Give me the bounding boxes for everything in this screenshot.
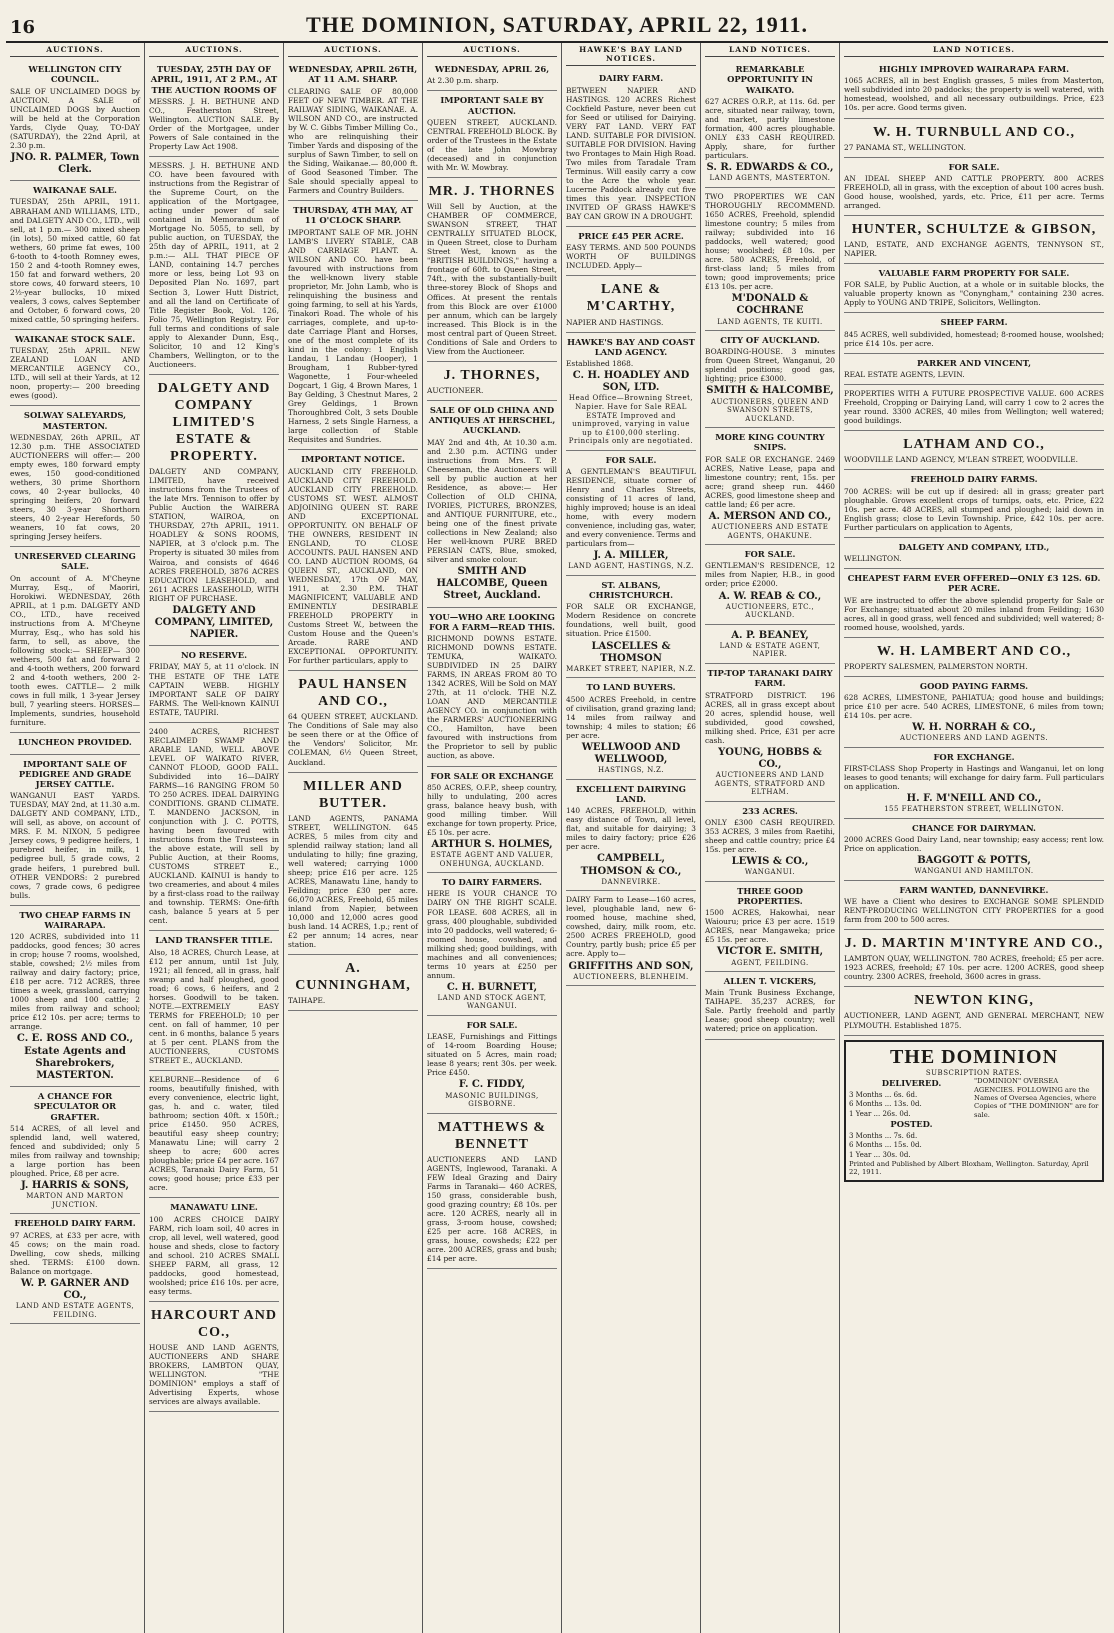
ad-block [427, 873, 557, 1016]
column-heading: AUCTIONS. [288, 43, 418, 57]
ad-body-text: MESSRS. J. H. BETHUNE AND CO., Featherston Street, Wellington. AUCTION SALE. By Order of the Mortgagee, under Powers of Sale contained in the Property Law Act 1908. [149, 96, 279, 152]
ad-block [705, 664, 835, 802]
ad-body-text: 2000 ACRES Good Dairy Land, near township; easy access; rent low. Price on application. [844, 835, 1104, 854]
ad-advertiser-address: ESTATE AGENT AND VALUER, ONEHUNGA, AUCKLAND. [430, 851, 554, 868]
ad-body-text: HOUSE AND LAND AGENTS, AUCTIONEERS AND SHARE BROKERS, LAMBTON QUAY, WELLINGTON. "THE DOMINION" employs a staff of Advertising Experts, whose services are always available. [149, 1343, 279, 1407]
ad-block [705, 428, 835, 545]
ad-body-text: WOODVILLE LAND AGENCY, M'LEAN STREET, WOODVILLE. [844, 455, 1078, 465]
ad-body-text: 700 ACRES: will be cut up if desired: all in grass; greater part ploughable. Grows excellent crops of turnips, oats, etc. Price, £22 10s. per acre. 48 ACRES, all stumped and ploughed; laid down in English grass; close to Levin Township. Price, £42 10s. per acre. Further particulars on application to Agents, [844, 486, 1104, 532]
ad-body-text: 97 ACRES, at £33 per acre, with 45 cows; on the main road. Dwelling, cow sheds, milking shed. TERMS: £100 down. Balance on mortgage. [10, 1230, 140, 1276]
ad-body-text: SALE OF UNCLAIMED DOGS by AUCTION. A SALE of UNCLAIMED DOGS by Auction will be held at the Corporation Yards, Clyde Quay, TO-DAY (SATURDAY), the 22nd April, at 2.30 p.m. [10, 86, 140, 150]
ad-advertiser-address: LAND & ESTATE AGENT, NAPIER. [719, 641, 821, 659]
ad-block [149, 1302, 279, 1412]
ad-body-text: AN IDEAL SHEEP AND CATTLE PROPERTY. 800 ACRES FREEHOLD, all in grass, with the exception of about 100 acres bush. Good house, woolshed, yards, etc. Price, £11 per acre. Terms arranged. [844, 173, 1104, 210]
ad-heading: A CHANCE FOR SPECULATOR OR GRAFTER. [33, 1091, 117, 1122]
ad-body-text: LAND AGENTS, PANAMA STREET, WELLINGTON. 645 ACRES, 5 miles from city and splendid railway station; land all undulating to hilly; fine grazing, well watered; carrying 1000 sheep; price £16 per acre. 125 ACRES, Manawatu Line, handy to Feilding; price £30 per acre. 66,070 ACRES, Freehold, 65 miles inland from Napier, between 10,000 and 12,000 acres good bush land. 14 ACRES, 1.p.; rent of £2 per annum; 14 acres, near station. [288, 813, 418, 950]
ad-heading: TO DAIRY FARMERS. [442, 877, 542, 888]
ad-advertiser-address: DANNEVIRKE. [601, 877, 661, 886]
ad-body-text: STRATFORD DISTRICT. 196 ACRES, all in grass except about 20 acres, splendid house, well subdivided, good cowshed, milking shed. Price, £31 per acre cash. [705, 690, 835, 745]
delivered-label: DELIVERED. [881, 1078, 942, 1089]
ad-advertiser-name: LASCELLES & THOMSON [591, 640, 671, 664]
ad-heading: ST. ALBANS, CHRISTCHURCH. [588, 579, 674, 601]
ad-block [566, 678, 696, 779]
ad-heading: MR. J. THORNES [428, 184, 556, 200]
ad-block [288, 955, 418, 1011]
ad-advertiser-name: W. H. NORRAH & CO., [912, 722, 1036, 734]
ad-advertiser-name: SMITH & HALCOMBE, [706, 385, 834, 397]
ad-block [844, 385, 1104, 431]
ad-body-text: 64 QUEEN STREET, AUCKLAND. The Conditions of Sale may also be seen there or at the Office of the Vendors' Solicitor, Mr. COLEMAN, 6½ Queen Street, Auckland. [288, 712, 418, 767]
ad-body-text: A GENTLEMAN'S BEAUTIFUL RESIDENCE, situate corner of Henry and Charles Streets, consisting of 11 acres of land, highly improved; house is an ideal home, with every modern convenience, including gas, water, and every convenience. Terms and particulars from— [566, 466, 696, 549]
ad-heading: A. CUNNINGHAM, [295, 961, 411, 994]
ad-heading: EXCELLENT DAIRYING LAND. [576, 783, 686, 804]
ad-heading: CITY OF AUCKLAND. [720, 335, 820, 346]
ad-body-text: 27 PANAMA ST., WELLINGTON. [844, 142, 966, 152]
ad-body-text: PROPERTIES WITH A FUTURE PROSPECTIVE VALUE. 600 ACRES Freehold, Cropping or Dairying Land, will carry 1 cow to 2 acres the year round. 3300 ACRES, 40 miles from Wellington; well watered; good buildings. [844, 389, 1104, 426]
oversea-agencies: "DOMINION" OVERSEA AGENCIES. FOLLOWING are the Names of Oversea Agencies, where Copies of "THE DOMINION" are for sale. [974, 1077, 1099, 1119]
ad-heading: CHANCE FOR DAIRYMAN. [912, 822, 1036, 833]
ad-block [10, 547, 140, 733]
ad-block [149, 723, 279, 932]
ad-block [705, 60, 835, 188]
ad-heading: HAWKE'S BAY AND COAST LAND AGENCY. [567, 336, 695, 357]
ad-body-text: PROPERTY SALESMEN, PALMERSTON NORTH. [844, 661, 1028, 671]
ad-advertiser-name: C. H. BURNETT, [446, 981, 538, 993]
ad-advertiser-address: 155 FEATHERSTON STREET, WELLINGTON. [884, 805, 1064, 814]
ad-heading: SOLWAY SALEYARDS, MASTERTON. [23, 410, 127, 431]
ad-advertiser-address: MARTON AND MARTON JUNCTION. [26, 1192, 124, 1209]
ad-body-text: 100 ACRES CHOICE DAIRY FARM, rich loam soil, 40 acres in crop, all level, well watered, good house and sheds, close to factory and school. 210 ACRES SMALL SHEEP FARM, all grass, 12 paddocks, good homestead, woolshed; price £16 10s. per acre, easy terms. [149, 1214, 279, 1296]
ad-heading: YOU—WHO ARE LOOKING FOR A FARM—READ THIS. [429, 611, 555, 632]
ad-body-text: WE have a Client who desires to EXCHANGE SOME SPLENDID RENT-PRODUCING WELLINGTON CITY PROPERTIES for a good farm from 200 to 500 acres. [844, 897, 1104, 925]
rate-line: 3 Months ... 7s. 6d. [849, 1131, 918, 1140]
ad-heading: PAUL HANSEN AND CO., [298, 677, 408, 710]
ad-heading: MILLER AND BUTTER. [303, 778, 403, 811]
ad-advertiser-address: LAND AGENT, HASTINGS, N.Z. [568, 562, 694, 571]
ad-heading: WEDNESDAY, APRIL 26, [434, 64, 550, 75]
ad-body-text: WELLINGTON. [844, 553, 902, 563]
ad-block [566, 276, 696, 332]
ad-heading: LUNCHEON PROVIDED. [18, 737, 132, 748]
ad-block [705, 802, 835, 882]
ad-block [427, 608, 557, 767]
ad-advertiser-name: C. E. ROSS AND CO., Estate Agents and Sharebrokers, MASTERTON. [16, 1033, 134, 1082]
ad-block [844, 569, 1104, 638]
newspaper-title: THE DOMINION, SATURDAY, APRIL 22, 1911. [305, 12, 809, 37]
ad-advertiser-name: C. H. HOADLEY AND SON, LTD. [572, 370, 690, 394]
column-heading: AUCTIONS. [10, 43, 140, 57]
ad-body-text: 1065 ACRES, all in best English grasses, 5 miles from Masterton, well subdivided into 20 paddocks; the property is well watered, with homestead, woolshed, and all necessary outbuildings. Price, £23 10s. per acre. Good terms given. [844, 76, 1104, 113]
ad-body-text: Main Trunk Business Exchange, TAIHAPE. 35,237 ACRES, for Sale. Partly freehold and partly Lease; good sheep country; well watered; price on application. [705, 988, 835, 1034]
ad-advertiser-name: SMITH AND HALCOMBE, Queen Street, Auckland. [436, 566, 548, 602]
ad-block [149, 931, 279, 1071]
ad-heading: TO LAND BUYERS. [586, 682, 676, 693]
column-c2 [145, 43, 284, 1633]
ad-body-text: AUCTIONEER. [427, 385, 484, 395]
ad-advertiser-address: AUCTIONEERS AND LAND AGENTS, STRATFORD AND ELTHAM. [714, 771, 826, 797]
rates-delivered [849, 1077, 974, 1160]
column-c7 [840, 43, 1108, 1633]
ad-block [705, 331, 835, 428]
ad-block [427, 767, 557, 874]
ad-block [705, 882, 835, 972]
posted-label: POSTED. [890, 1119, 933, 1130]
rate-line: 6 Months ... 13s. 0d. [849, 1100, 922, 1109]
ad-block [566, 451, 696, 576]
ad-heading: DALGETY AND COMPANY LIMITED'S ESTATE & PROPERTY. [157, 380, 271, 465]
ad-block [566, 227, 696, 276]
ad-block [10, 406, 140, 547]
ad-block [149, 375, 279, 646]
ad-advertiser-address: WANGANUI AND HAMILTON. [914, 867, 1034, 876]
ad-heading: REMARKABLE OPPORTUNITY IN WAIKATO. [727, 64, 813, 95]
ad-block [10, 1214, 140, 1324]
ad-advertiser-name: ARTHUR S. HOLMES, [431, 838, 553, 850]
column-c4 [423, 43, 562, 1633]
ad-heading: J. THORNES, [443, 367, 541, 383]
ad-heading: NO RESERVE. [180, 650, 248, 661]
ad-body-text: ONLY £300 CASH REQUIRED. 353 ACRES, 3 miles from Raetihi, sheep and cattle country; price £4 15s. per acre. [705, 817, 835, 855]
ad-body-text: FIRST-CLASS Shop Property in Hastings and Wanganui, let on long leases to good tenants; will exchange for dairy farm. Full particulars on application. [844, 764, 1104, 792]
ad-body-text: Also, 18 ACRES, Church Lease, at £12 per annum, until 1st July, 1921; all fenced, all in grass, half swamp and half ploughed, good road; 6 cows, 6 heifers, and 2 horses. Goodwill to be taken. NOTE.—EXTREMELY EASY TERMS for FREEHOLD; 10 per cent. on fall of hammer, 10 per cent. in 6 months, balance 5 years at 5 per cent. PLANS from the AUCTIONEERS, CUSTOMS STREET E., AUCKLAND. [149, 947, 279, 1065]
ad-body-text: FRIDAY, MAY 5, at 11 o'clock. IN THE ESTATE OF THE LATE CAPTAIN WEBB. HIGHLY IMPORTANT SALE OF DAIRY FARMS. The Well-known KAINUI ESTATE, TAUPIRI. [149, 662, 279, 717]
ad-heading: FOR EXCHANGE. [933, 751, 1015, 762]
ad-body-text: FOR SALE OR EXCHANGE. 2469 ACRES, Native Lease, papa and limestone country; rent, 15s. per acre; grand sheep run. 4460 ACRES, good limestone sheep and cattle land; £6 per acre. [705, 454, 835, 509]
ad-body-text: KELBURNE—Residence of 6 rooms, beautifully finished, with every convenience, electric light, gas, h. and c. water, tiled bathroom; section 40ft. x 150ft.; price £1450. 950 ACRES, beautiful easy sheep country; Manawatu Line; will carry 2 sheep to acre; 600 acres ploughable; price £4 per acre. 167 ACRES, Taranaki Dairy Farm, 51 cows; good house; price £33 per acre. [149, 1075, 279, 1193]
ad-block [705, 972, 835, 1039]
ad-advertiser-address: HASTINGS, N.Z. [598, 766, 664, 775]
ad-block [566, 780, 696, 892]
column-c3 [284, 43, 423, 1633]
ad-heading: ALLEN T. VICKERS, [723, 976, 817, 987]
ad-heading: MATTHEWS & BENNETT [437, 1119, 547, 1152]
ad-body-text: 120 ACRES, subdivided into 11 paddocks, good fences; 30 acres in crop; house 7 rooms, woolshed, stable, cowshed; 2½ miles from railway and dairy factory; price, £18 per acre. 712 ACRES, three times a week, grassland, carrying 1000 sheep and 100 cattle; 2 miles from railway and school; price £12 10s. per acre; terms to arrange. [10, 932, 140, 1032]
rates-grid [849, 1077, 1099, 1160]
ad-body-text: BETWEEN NAPIER AND HASTINGS. 120 ACRES Richest Cockfield Pasture, never been cut for Seed or utilised for Dairying. VERY FAT LAND. VERY FAT LAND. SUITABLE FOR DIVISION. SUITABLE FOR DIVISION. Having two Frontages to Main High Road. Two miles from Taradale Tram Terminus. Will easily carry a cow to the Acre the whole year. Lucerne Paddock already cut five times this year. INSPECTION INVITED OF GRASS HAWKE'S BAY CAN GROW IN A DROUGHT. [566, 85, 696, 221]
masthead [6, 8, 1108, 43]
ad-heading: THURSDAY, 4TH MAY, AT 11 O'CLOCK SHARP. [293, 205, 413, 226]
ad-heading: HIGHLY IMPROVED WAIRARAPA FARM. [878, 64, 1070, 75]
ad-block [288, 201, 418, 450]
ad-block [844, 748, 1104, 819]
ad-block [566, 333, 696, 451]
ad-heading: PARKER AND VINCENT, [916, 357, 1032, 368]
ad-body-text: LEASE, Furnishings and Fittings of 14-room Boarding House; situated on 5 Acres, main road; lease 8 years; rent 30s. per week. Price £450. [427, 1032, 557, 1078]
ad-body-text: HERE IS YOUR CHANCE TO DAIRY ON THE RIGHT SCALE. FOR LEASE. 608 ACRES, all in grass, 400 ploughable, subdivided into 20 paddocks, well watered; 6-roomed house, cowshed, and milking shed; good buildings, with machines and all conveniences; terms 10 years at £250 per annum. [427, 889, 557, 980]
ad-heading: FOR SALE OR EXCHANGE [430, 770, 554, 781]
ad-heading: FREEHOLD DAIRY FARMS. [910, 474, 1038, 485]
ad-advertiser-address: AUCTIONEERS, ETC., AUCKLAND. [725, 602, 815, 620]
ad-block [10, 60, 140, 181]
ad-block [427, 362, 557, 401]
ad-body-text: MAY 2nd and 4th, At 10.30 a.m. and 2.30 p.m. ACTING under instructions from Mrs. T. P. Cheeseman, the Auctioneers will sell by public auction at her Residence, as above:— Her Collection of OLD CHINA, IVORIES, PICTURES, BRONZES, and ANTIQUE FURNITURE, etc., being one of the finest private collections in New Zealand; also Her well-known PURE BRED PERSIAN CATS, Blue, smoked, silver and smoke colour. [427, 437, 557, 564]
rate-line: 3 Months ... 6s. 6d. [849, 1090, 918, 1099]
ad-body-text: WE are instructed to offer the above splendid property for Sale or For Exchange; situated about 20 miles inland from Feilding; 1630 acres, all in good grass, well fenced and subdivided; well watered; 8-roomed house, woolshed, yards. [844, 595, 1104, 632]
ad-block [10, 733, 140, 754]
page-number: 16 [10, 17, 36, 38]
ad-block [288, 773, 418, 956]
ad-heading: IMPORTANT SALE BY AUCTION. [440, 95, 544, 116]
ad-advertiser-address: AGENT, FEILDING. [731, 958, 809, 967]
ad-heading: LANE & M'CARTHY, [586, 282, 676, 315]
ad-heading: TUESDAY, 25TH DAY OF APRIL, 1911, AT 2 P.M., AT THE AUCTION ROOMS OF [150, 64, 278, 95]
ad-advertiser-name: S. R. EDWARDS & CO., [706, 162, 834, 174]
column-heading: AUCTIONS. [149, 43, 279, 57]
ad-block [10, 1087, 140, 1214]
ad-body-text: TWO PROPERTIES WE CAN THOROUGHLY RECOMMEND. 1650 ACRES, Freehold, splendid limestone country; 5 miles from railway; subdivided into 16 paddocks, well watered; good house; woolshed; £8 10s. per acre. 580 ACRES, Freehold, of first-class land; 5 miles from town; good improvements; price £13 10s. per acre. [705, 191, 835, 292]
ad-advertiser-name: W. P. GARNER AND CO., [20, 1277, 130, 1302]
ad-body-text: DALGETY AND COMPANY, LIMITED, have received instructions from the Trustees of the late Mrs. Tennison to offer by Public Auction the WAIRERA STATION, WAIROA, on THURSDAY, 27th APRIL, 1911. HOADLEY & SONS ROOMS, NAPIER, at 3 o'clock p.m. The Property is situated 30 miles from Wairoa, and consists of 4646 ACRES FREEHOLD, 3876 ACRES EDUCATION LEASEHOLD, and 2611 ACRES LEASEHOLD, WITH RIGHT OF PURCHASE. [149, 467, 279, 603]
ad-block [844, 60, 1104, 118]
ad-heading: SHEEP FARM. [940, 317, 1008, 328]
ad-heading: 233 ACRES. [742, 805, 798, 816]
ad-heading: FARM WANTED, DANNEVIRKE. [899, 884, 1049, 895]
ad-body-text: 845 ACRES, well subdivided, homestead; 8-roomed house, woolshed; price £14 10s. per acre. [844, 329, 1104, 348]
ad-heading: FOR SALE. [605, 454, 657, 465]
ad-body-text: On account of A. M'Cheyne Murray, Esq., of Maoriri, Horokiwi. WEDNESDAY, 26th APRIL, at 1 p.m. DALGETY AND CO., LTD., have received instructions from A. M'Cheyne Murray, Esq., who has sold his farm, to sell, as above, the following stock:— SHEEP— 300 wethers, 500 fat and forward 2 and 4-tooth wethers, 200 forward 2 and 4-tooth wethers, 200 2-tooth ewes. CATTLE— 2 milk cows in full milk, 1 3-year Jersey bull, 7 yearling steers. HORSES— Implements, sundries, household furniture. [10, 573, 140, 728]
ad-block [844, 264, 1104, 313]
ad-body-text: MESSRS. J. H. BETHUNE AND CO. have been favoured with instructions from the Registrar of the Supreme Court, on the application of the Mortgagee, acting under power of sale contained in Memorandum of Mortgage No. 5055, to sell, by public auction, on TUESDAY, the 25th day of APRIL, 1911, at 2 p.m.:— ALL THAT PIECE OF LAND, containing 14.7 perches more or less, being Lot 93 on Deposited Plan No. 1697, part Section 3, Lower Hutt District, and all the land on Certificate of Title Register Book, Vol. 126, Folio 75, Wellington Registry. For full terms and conditions of sale apply to Alexander Dunn, Esq., Solicitor, 10 and 12 King's Chambers, Wellington, or to the Auctioneers. [149, 161, 279, 369]
ad-block [427, 178, 557, 362]
ad-body-text: WANGANUI EAST YARDS. TUESDAY, MAY 2nd, at 11.30 a.m. DALGETY AND COMPANY, LTD., will sell, as above, on account of MRS. F. M. NIXON, 5 pedigree Jersey cows, 9 pedigree heifers, 1 purebred heifer, in milk, 1 pedigree bull, 5 grade cows, 2 grade heifers, 1 purebred bull. OTHER VENDORS: 2 purebred cows, 7 grade cows, 6 pedigree bulls. [10, 791, 140, 900]
ad-advertiser-name: A. MERSON AND CO., [708, 510, 832, 522]
ad-heading: HUNTER, SCHULTZE & GIBSON, [851, 222, 1097, 237]
ad-block [844, 216, 1104, 264]
ad-heading: LATHAM AND CO., [903, 437, 1045, 453]
ad-block [844, 677, 1104, 748]
ad-block [427, 401, 557, 608]
ad-advertiser-name: F. C. FIDDY, [458, 1079, 526, 1091]
ad-block [427, 60, 557, 91]
ad-body-text: 140 ACRES, FREEHOLD, within easy distance of Town, all level, flat, and suitable for dairying; 3 miles to dairy factory; price £26 per acre. [566, 806, 696, 852]
subscription-box [844, 1040, 1104, 1182]
ad-body-text: TUESDAY, 25th APRIL, 1911. ABRAHAM AND WILLIAMS, LTD., and DALGETY AND CO., LTD., will sell, at 1 p.m.— 300 mixed sheep (in lots), 50 mixed cattle, 60 fat wethers, 60 prime fat ewes, 100 6-tooth to 4-tooth Romney ewes, 150 2 and 4-tooth Romney ewes, 150 fat and forward wethers, 20 store cows, 40 forward steers, 10 2½-year bullocks, 10 mixed vealers, 3 cows, calves September and October, 6 forward cows, 20 mixed cattle, 50 springing heifers. [10, 197, 140, 324]
rate-line: 1 Year ... 26s. 0d. [849, 1109, 911, 1118]
ad-block [844, 470, 1104, 537]
ad-advertiser-address: LAND AND STOCK AGENT, WANGANUI. [437, 993, 547, 1011]
ad-heading: IMPORTANT SALE OF PEDIGREE AND GRADE JERSEY CATTLE. [18, 758, 132, 790]
ad-body-text: 628 ACRES, LIMESTONE, PAHIATUA; good house and buildings; price £10 per acre. 540 ACRES, LIMESTONE, 6 miles from town; £14 10s. per acre. [844, 692, 1104, 721]
ad-body-text: 1500 ACRES, Hakowhai, near Waiouru; price £3 per acre. 1519 ACRES, near Mangaweka; price £5 15s. per acre. [705, 908, 835, 945]
ad-advertiser-name: A. W. REAB & CO., [718, 590, 822, 602]
ad-body-text: RICHMOND DOWNS ESTATE. RICHMOND DOWNS ESTATE. TEMUKA, WAIKATO. SUBDIVIDED IN 25 DAIRY FARMS, IN AREAS FROM 80 TO 1342 ACRES, Will be Sold on MAY 27th, at 11 o'clock. THE N.Z. LOAN AND MERCANTILE AGENCY CO. in conjunction with the FARMERS' AUCTIONEERING CO., Hamilton, have been favoured with instructions from the Proprietor to sell by public auction, as above. [427, 634, 557, 761]
ad-heading: CHEAPEST FARM EVER OFFERED—ONLY £3 12S. 6D. PER ACRE. [847, 573, 1101, 594]
ad-block [844, 313, 1104, 353]
ad-advertiser-address: LAND AGENTS, TE KUITI. [717, 317, 823, 326]
ad-advertiser-name: YOUNG, HOBBS & CO., [718, 746, 822, 770]
ad-heading: THREE GOOD PROPERTIES. [737, 885, 803, 907]
imprint-note: Printed and Published by Albert Bloxham, Wellington. Saturday, April 22, 1911. [849, 1160, 1089, 1177]
ad-advertiser-address: MASONIC BUILDINGS, GISBORNE. [445, 1091, 539, 1109]
ad-heading: NEWTON KING, [914, 993, 1034, 1009]
ad-block [844, 158, 1104, 216]
ad-block [10, 330, 140, 406]
ad-heading: HARCOURT AND CO., [151, 1307, 277, 1341]
ad-advertiser-name: A. P. BEANEY, [731, 629, 809, 641]
ad-advertiser-name: M'DONALD & COCHRANE [731, 293, 809, 317]
ad-block [427, 91, 557, 178]
ad-body-text: EASY TERMS. AND 500 POUNDS WORTH OF BUILDINGS INCLUDED. Apply— [566, 243, 696, 271]
ad-block [705, 625, 835, 664]
ad-block [149, 646, 279, 722]
ad-advertiser-address: AUCTIONEERS, BLENHEIM. [573, 972, 689, 981]
ad-heading: VALUABLE FARM PROPERTY FOR SALE. [878, 268, 1070, 279]
ad-heading: DALGETY AND COMPANY, LTD., [898, 541, 1050, 552]
ad-block [10, 181, 140, 330]
ad-body-text: 627 ACRES O.R.P., at 11s. 6d. per acre, situated near railway, town, and market, partly limestone formation, 400 acres ploughable. ONLY £33 CASH REQUIRED. Apply, share, for further particulars. [705, 96, 835, 161]
ad-block [149, 1198, 279, 1302]
ad-body-text: 4500 ACRES Freehold, in centre of civilisation, grand grazing land; 14 miles from railway and township; 4 miles to station; £6 per acre. [566, 694, 696, 740]
ad-block [288, 450, 418, 671]
ad-heading: WAIKANAE STOCK SALE. [14, 333, 136, 344]
ad-block [566, 891, 696, 986]
ad-heading: MORE KING COUNTRY SNIPS. [715, 432, 825, 453]
rate-line: 6 Months ... 15s. 0d. [849, 1141, 922, 1150]
ad-heading: FREEHOLD DAIRY FARM. [14, 1218, 136, 1229]
column-c5 [562, 43, 701, 1633]
ad-block [427, 1114, 557, 1270]
ad-advertiser-name: J. A. MILLER, [593, 550, 669, 562]
ad-heading: TIP-TOP TARANAKI DAIRY FARM. [707, 668, 833, 689]
column-c1 [6, 43, 145, 1633]
ad-heading: SALE OF OLD CHINA AND ANTIQUES AT HERSCHEL, AUCKLAND. [428, 404, 556, 436]
ad-body-text: LAND, ESTATE, AND EXCHANGE AGENTS, TENNYSON ST., NAPIER. [844, 240, 1104, 259]
ad-heading: FOR SALE. [948, 161, 1000, 172]
ad-advertiser-address: AUCTIONEERS AND ESTATE AGENTS, OHAKUNE. [711, 523, 829, 540]
ad-heading: DAIRY FARM. [598, 73, 664, 84]
ad-block [10, 906, 140, 1088]
ad-block [705, 188, 835, 331]
ad-body-text: At 2.30 p.m. sharp. [427, 76, 499, 86]
ad-block [844, 538, 1104, 569]
ad-advertiser-address: WANGANUI. [744, 868, 796, 877]
ad-block [844, 930, 1104, 987]
ad-heading: J. D. MARTIN M'INTYRE AND CO., [844, 936, 1104, 952]
rate-line: 1 Year ... 30s. 0d. [849, 1150, 911, 1159]
ad-block [844, 354, 1104, 385]
ad-advertiser-address: MARKET STREET, NAPIER, N.Z. [566, 664, 696, 673]
ad-block [149, 157, 279, 375]
ad-block [10, 755, 140, 906]
ad-heading: PRICE £45 PER ACRE. [578, 231, 684, 241]
ad-advertiser-name: CAMPBELL, THOMSON & CO., [580, 853, 682, 877]
column-heading: HAWKE'S BAY LAND NOTICES. [566, 43, 696, 66]
ad-advertiser-name: H. F. M'NEILL AND CO., [906, 793, 1042, 805]
subscription-rates-heading: SUBSCRIPTION RATES. [925, 1068, 1023, 1077]
ad-block [844, 431, 1104, 470]
ad-heading: GOOD PAYING FARMS. [919, 680, 1029, 691]
ad-advertiser-address: Head Office—Browning Street, Napier. Have for Sale REAL ESTATE Improved and unimproved, varying in value up to £100,000 sterling. Principals only are negotiated. [568, 394, 694, 446]
ad-body-text: AUCKLAND CITY FREEHOLD. AUCKLAND CITY FREEHOLD. AUCKLAND CITY FREEHOLD. CUSTOMS ST. WEST. ALMOST ADJOINING QUEEN ST. RARE AND EXCEPTIONAL OPPORTUNITY. ON BEHALF OF THE OWNERS, RESIDENT IN ENGLAND, TO CLOSE ACCOUNTS. PAUL HANSEN AND CO. LAND AUCTION ROOMS, 64 QUEEN ST., AUCKLAND, ON WEDNESDAY, 17th OF MAY, 1911, at 2.30 P.M. THAT MAGNIFICENT, VALUABLE AND EMINENTLY DESIRABLE FREEHOLD PROPERTY in Customs Street W., between the Custom House and the Queen's Arcade. RARE AND EXCEPTIONAL OPPORTUNITY. For further particulars, apply to [288, 466, 418, 666]
ad-advertiser-address: LAND AND ESTATE AGENTS, FEILDING. [15, 1302, 135, 1319]
ad-body-text: CLEARING SALE OF 80,000 FEET OF NEW TIMBER. AT THE RAILWAY SIDING, WAIKANAE. A. WILSON AND CO., are instructed by W. C. Gibbs Timber Milling Co., who are relinquishing their Timber Yards and disposing of the surplus of Sawn Timber, to sell on the Siding, Waikanae.— 80,000 ft. of Good Seasoned Timber. The Sale should specially appeal to Farmers and Country Builders. [288, 86, 418, 195]
ad-advertiser-address: LAND AGENTS, MASTERTON. [709, 174, 831, 183]
ad-block [149, 60, 279, 157]
ad-heading: MANAWATU LINE. [170, 1202, 258, 1213]
ad-heading: IMPORTANT NOTICE. [301, 454, 405, 465]
ad-body-text: FOR SALE OR EXCHANGE, Modern Residence on concrete foundations, well built, good situation. Price £1500. [566, 602, 696, 639]
ad-heading: LAND TRANSFER TITLE. [155, 935, 273, 946]
ad-body-text: 514 ACRES, of all level and splendid land, well watered, fenced and subdivided; only 5 miles from railway and township; a large portion has been ploughed. Price, £8 per acre. [10, 1123, 140, 1179]
ad-heading: FOR SALE. [744, 549, 796, 560]
ad-block [566, 69, 696, 227]
ad-heading: WEDNESDAY, APRIL 26TH, AT 11 A.M. SHARP. [288, 64, 418, 85]
ad-body-text: DAIRY Farm to Lease—160 acres, level, ploughable land, new 6-roomed house, machine shed, cowshed, dairy, milk room, etc. 2500 ACRES FREEHOLD, good Country, partly bush; price £5 per acre. Apply to— [566, 895, 696, 959]
ad-body-text: Established 1868. [566, 359, 634, 369]
ad-advertiser-name: JNO. R. PALMER, Town Clerk. [10, 151, 140, 176]
ad-advertiser-name: BAGGOTT & POTTS, [917, 855, 1031, 867]
ad-body-text: AUCTIONEERS AND LAND AGENTS, Inglewood, Taranaki. A FEW Ideal Grazing and Dairy Farms in Taranaki— 460 ACRES, 150 grass, considerable bush, good grazing country; £8 10s. per acre. 120 ACRES, nearly all in grass, 3-room house, cowshed; £25 per acre. 168 ACRES, in grass, house, cowsheds; £22 per acre. 200 ACRES, grass and bush; £14 per acre. [427, 1154, 557, 1264]
ad-block [705, 545, 835, 625]
ad-block [844, 638, 1104, 677]
ad-block [149, 1071, 279, 1198]
ad-heading: FOR SALE. [466, 1020, 518, 1031]
ad-body-text: GENTLEMAN'S RESIDENCE, 12 miles from Napier, H.B., in good order; price £2000. [705, 561, 835, 589]
ad-body-text: TAIHAPE. [288, 996, 326, 1006]
ad-advertiser-name: WELLWOOD AND WELLWOOD, [581, 741, 681, 765]
ad-body-text: TUESDAY, 25th APRIL. NEW ZEALAND LOAN AND MERCANTILE AGENCY CO., LTD., will sell at their Yards, at 12 noon, property:— 200 breeding ewes (good). [10, 346, 140, 401]
column-heading: LAND NOTICES. [705, 43, 835, 57]
ad-body-text: REAL ESTATE AGENTS, LEVIN. [844, 370, 965, 380]
ad-block [566, 576, 696, 679]
ad-advertiser-name: J. HARRIS & SONS, [20, 1180, 130, 1192]
ad-body-text: IMPORTANT SALE OF MR. JOHN LAMB'S LIVERY STABLE, CAB AND CARRIAGE PLANT. A. WILSON AND CO. have been favoured with instructions from the well-known livery stable proprietor, Mr. John Lamb, who is relinquishing the business and going farming, to sell at his Yards, Tinakori Road. The whole of his carriages, complete, and up-to-date Carriage Plant and Horses, one of the most complete of its kind in the colony: 1 English Landau, 1 Landau (Hooper), 1 Brougham, 1 Rubber-tyred Wagonette, 1 Four-wheeled Dogcart, 1 Gig, 4 Brown Mares, 1 Bay Gelding, 3 Chestnut Mares, 2 Grey Geldings, 1 Brown Thoroughbred Colt, 3 sets Double Harness, 2 sets Single Harness, a large collection of Stable Requisites and Sundries. [288, 227, 418, 445]
ad-heading: W. H. TURNBULL AND CO., [873, 124, 1075, 140]
ad-body-text: NAPIER AND HASTINGS. [566, 317, 664, 327]
ad-advertiser-address: AUCTIONEERS, QUEEN AND SWANSON STREETS, AUCKLAND. [710, 397, 830, 423]
ad-block [844, 881, 1104, 930]
ad-advertiser-name: VICTOR E. SMITH, [716, 946, 824, 958]
ad-body-text: LAMBTON QUAY, WELLINGTON. 780 ACRES, freehold; £5 per acre. 1923 ACRES, freehold; £7 10s. per acre. 1200 ACRES, good sheep country. 2300 ACRES, freehold, 3600 acres in grass. [844, 954, 1104, 982]
ad-body-text: QUEEN STREET, AUCKLAND. CENTRAL FREEHOLD BLOCK. By order of the Trustees in the Estate of the late John Mowbray (deceased) and in conjunction with Mr. W. Mowbray. [427, 117, 557, 173]
ad-advertiser-name: DALGETY AND COMPANY, LIMITED, NAPIER. [154, 604, 274, 641]
ad-body-text: BOARDING-HOUSE. 3 minutes from Queen Street, Wanganui, 20 splendid positions; good gas, lighting; price £3000. [705, 347, 835, 384]
ad-body-text: WEDNESDAY, 26th APRIL, AT 12.30 p.m. THE ASSOCIATED AUCTIONEERS will offer:— 200 empty ewes, 180 forward empty ewes, 150 good-conditioned wethers, 30 prime Shorthorn cows, 40 2-year bullocks, 40 springing heifers, 20 forward steers, 30 3-year Shorthorn steers, 40 2-year Herefords, 50 weaners, 10 fat cows, 20 springing Jersey heifers. [10, 432, 140, 542]
ad-block [844, 819, 1104, 881]
ad-advertiser-name: GRIFFITHS AND SON, [568, 960, 694, 972]
column-heading: LAND NOTICES. [844, 43, 1104, 57]
ad-heading: TWO CHEAP FARMS IN WAIRARAPA. [19, 909, 131, 930]
ad-advertiser-name: LEWIS & CO., [731, 856, 809, 868]
ad-body-text: 850 ACRES, O.F.P., sheep country, hilly to undulating, 200 acres grass, balance heavy bush, with good milling timber. Will exchange for town property. Price, £5 10s. per acre. [427, 782, 557, 837]
ad-block [288, 671, 418, 772]
ad-heading: W. H. LAMBERT AND CO., [876, 643, 1072, 659]
ad-body-text: Will Sell by Auction, at the CHAMBER OF COMMERCE, SWANSON STREET, THAT CENTRALLY SITUATED BLOCK, in Queen Street, close to Durham Street West, known as the "BRITISH BUILDINGS," having a frontage of 60ft. to Queen Street, 74ft., with the substantially-built three-storey Block of Shops and Offices. At present the rentals from this Block are over £1000 per annum, which can be largely increased. This Block is in the most central part of Queen Street. Conditions of Sale and Orders to View from the Auctioneer. [427, 202, 557, 356]
ad-heading: UNRESERVED CLEARING SALE. [14, 551, 136, 572]
ad-advertiser-address: AUCTIONEERS AND LAND AGENTS. [899, 734, 1049, 743]
column-heading: AUCTIONS. [427, 43, 557, 57]
ad-body-text: 2400 ACRES, RICHEST RECLAIMED SWAMP AND ARABLE LAND, WELL ABOVE LEVEL OF WAIKATO RIVER, CANNOT FLOOD, GOOD FALL. Subdivided into 16—DAIRY FARMS—16 RANGING FROM 50 TO 250 ACRES. IDEAL DAIRYING CONDITIONS. GRAND CLIMATE. T. MANDENO JACKSON, in conjunction with J. C. POTTS, having been favoured with instructions from the Trustees in the above estate, will sell by Public Auction, at their Rooms, CUSTOMS STREET E., AUCKLAND. KAINUI is handy to two creameries, and about 4 miles by a first-class road to the railway and township. TERMS: One-fifth cash, balance 5 years at 5 per cent. [149, 726, 279, 926]
ad-body-text: AUCTIONEER, LAND AGENT, AND GENERAL MERCHANT, NEW PLYMOUTH. Established 1875. [844, 1011, 1104, 1030]
ad-heading: WAIKANAE SALE. [33, 185, 117, 196]
column-c6 [701, 43, 840, 1633]
ad-block [427, 1016, 557, 1114]
ad-heading: WELLINGTON CITY COUNCIL. [28, 64, 122, 85]
columns [6, 43, 1108, 1633]
dominion-subscription-title: THE DOMINION [889, 1045, 1059, 1068]
ad-block [844, 987, 1104, 1035]
ad-body-text: FOR SALE, by Public Auction, at a whole or in suitable blocks, the valuable property known as "Conyngham," containing 230 acres. Apply to YOUNG AND TRIPE, Solicitors, Wellington. [844, 280, 1104, 308]
ad-block [288, 60, 418, 201]
ad-block [844, 119, 1104, 158]
